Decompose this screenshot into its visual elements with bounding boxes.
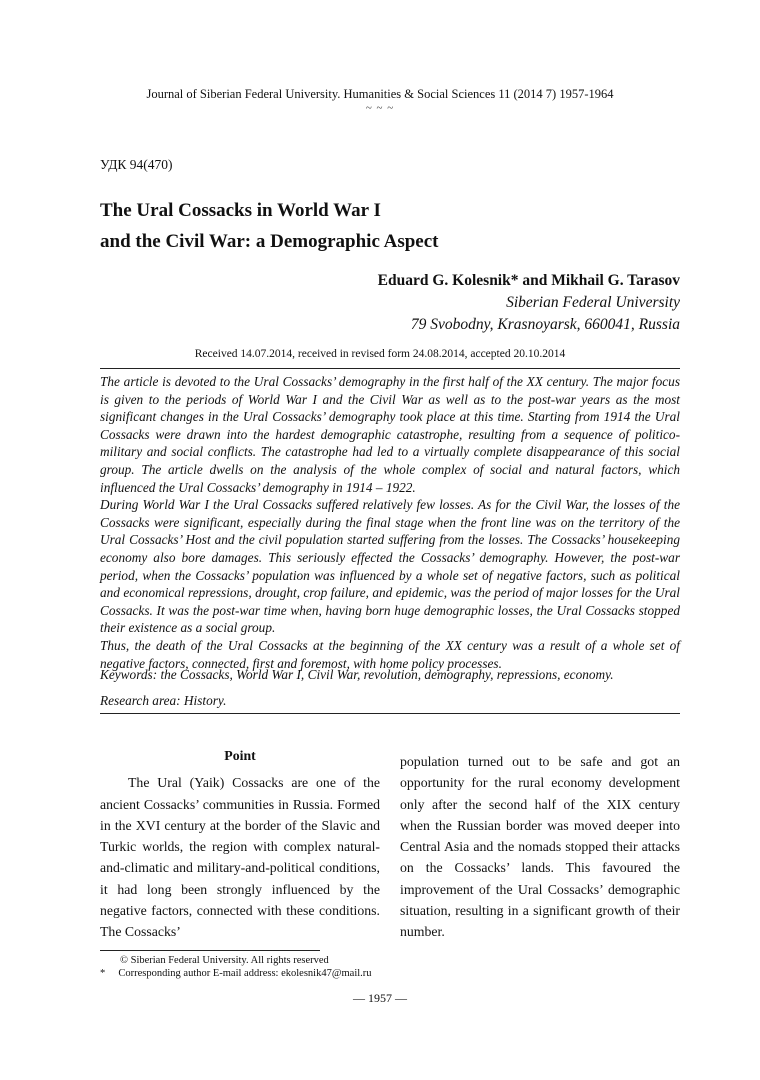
page-number: — 1957 — (353, 991, 407, 1005)
keywords: Keywords: the Cossacks, World War I, Civil War, revolution, demography, repressions, economy. (100, 667, 614, 682)
author-address: 79 Svobodny, Krasnoyarsk, 660041, Russia (410, 316, 680, 333)
abstract (100, 373, 680, 672)
corresponding-author-footnote: * Corresponding author E-mail address: ekolesnik47@mail.ru (100, 968, 372, 979)
abstract-paragraph-1: The article is devoted to the Ural Cossacks’ demography in the first half of the XX century. The major focus is given to the periods of World War I and the Civil War as well as to the post-war years as the most significant changes in the Ural Cossacks’ demography took place at this time. Starting from 1914 the Ural Cossacks were drawn into the hardest demographic catastrophe, resulting from a sequence of politico-military and social conflicts. The catastrophe had led to a virtually complete disappearance of this social group. The article dwells on the analysis of the whole complex of social and natural factors, which influenced the Ural Cossacks’ demography in 1914 – 1922. (100, 374, 680, 495)
body-paragraph-right: population turned out to be safe and got an opportunity for the rural economy development only after the second half of the XIX century when the Russian border was moved deeper into Central Asia and the nomads stopped their attacks on the Cossacks’ lands. This favoured the improvement of the Ural Cossacks’ demographic situation, resulting in a significant growth of their number. (400, 754, 680, 940)
body-column-left (100, 745, 380, 943)
author-names: Eduard G. Kolesnik* and Mikhail G. Tarasov (377, 272, 680, 289)
copyright-footnote: © Siberian Federal University. All rights reserved (120, 955, 329, 966)
research-area: Research area: History. (100, 693, 227, 708)
author-block (378, 270, 680, 336)
title-line-1: The Ural Cossacks in World War I (100, 200, 381, 221)
abstract-paragraph-2: During World War I the Ural Cossacks suffered relatively few losses. As for the Civil War, the losses of the Cossacks were significant, especially during the final stage when the front line was on the territory of the Ural Cossacks’ Host and the civil population started suffering from the losses. The Cossacks’ housekeeping economy also bore damages. This seriously effected the Cossacks’ demography. However, the post-war period, when the Cossacks’ population was influenced by a whole set of negative factors, such as political and economical repressions, drought, crop failure, and epidemic, was the period of major losses for the Ural Cossacks. It was the post-war time when, having born huge demographic losses, the Ural Cossacks stopped their existence as a social group. (100, 497, 680, 636)
body-column-right (400, 751, 680, 943)
footnote-rule (100, 950, 320, 951)
section-heading: Point (224, 748, 256, 763)
received-dates: Received 14.07.2014, received in revised form 24.08.2014, accepted 20.10.2014 (194, 348, 566, 360)
article-title (100, 195, 660, 257)
abstract-top-rule (100, 368, 680, 369)
author-affiliation: Siberian Federal University (506, 294, 680, 311)
header-ornament: ~ ~ ~ (365, 102, 395, 114)
journal-header: Journal of Siberian Federal University. Humanities & Social Sciences 11 (2014 7) 1957-1964 (146, 87, 614, 101)
abstract-paragraph-3: Thus, the death of the Ural Cossacks at the beginning of the XX century was a result of a whole set of negative factors, connected, first and foremost, with home policy processes. (100, 637, 680, 671)
title-line-2: and the Civil War: a Demographic Aspect (100, 231, 439, 252)
udk-code: УДК 94(470) (100, 157, 173, 172)
body-paragraph-left: The Ural (Yaik) Cossacks are one of the ancient Cossacks’ communities in Russia. Formed in the XVI century at the border of the Slavic and Turkic worlds, the region with complex natural-and-climatic and military-and-political conditions, it had long been strongly influenced by the negative factors, connected with these conditions. The Cossacks’ (100, 775, 380, 940)
abstract-bottom-rule (100, 713, 680, 714)
